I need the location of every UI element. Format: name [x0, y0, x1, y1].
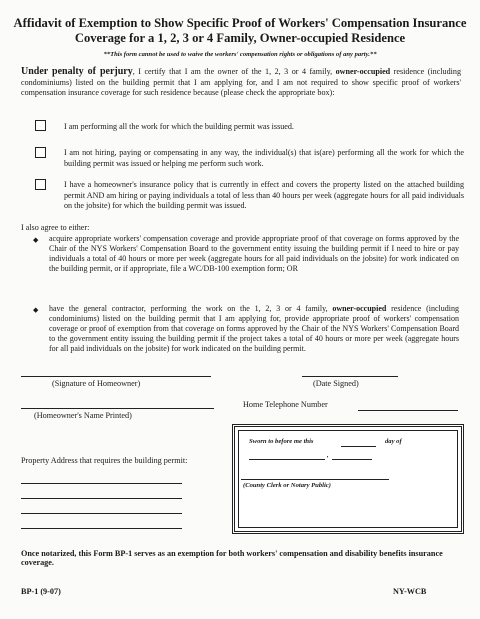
- signature-line[interactable]: [21, 376, 211, 377]
- signature-label: (Signature of Homeowner): [52, 379, 141, 388]
- notary-box: [232, 424, 464, 534]
- footer-note: Once notarized, this Form BP-1 serves as an exemption for both workers' compensation and disability benefits insurance coverage.: [21, 549, 443, 567]
- bullet2-part1: have the general contractor, performing the work on the 1, 2, 3 or 4 family,: [49, 304, 333, 313]
- also-agree-label: I also agree to either:: [21, 223, 90, 232]
- notary-clerk-label: (County Clerk or Notary Public): [243, 482, 331, 489]
- intro-part2: residence (including condominiums) listed on the building permit that I am applying for, and I am not required to show specific proof of workers' compensation insurance coverage for such residence because (please check the appropriate box):: [21, 67, 461, 98]
- address-line-4[interactable]: [21, 528, 182, 529]
- notary-day-of-text: day of: [385, 438, 402, 445]
- intro-part1: , I certify that I am the owner of the 1, 2, 3 or 4 family,: [132, 67, 336, 76]
- date-line[interactable]: [302, 376, 398, 377]
- option-text-3: I have a homeowner's insurance policy that is currently in effect and covers the property listed on the attached building permit AND am hiring or paying individuals a total of less than 40 hours per week (aggregate hours for all paid individuals on the jobsite) for which the building permit was issued.: [64, 180, 464, 211]
- option-checkbox-3[interactable]: [35, 179, 46, 190]
- intro-bold: owner-occupied: [335, 67, 391, 76]
- phone-line[interactable]: [358, 410, 458, 411]
- notary-year-line[interactable]: [332, 459, 372, 460]
- name-line[interactable]: [21, 408, 214, 409]
- option-text-2: I am not hiring, paying or compensating in any way, the individual(s) that is(are) performing all the work for which the building permit was issued or helping me perform such work.: [64, 148, 464, 168]
- intro-paragraph: [21, 67, 461, 99]
- notary-month-line[interactable]: [249, 459, 325, 460]
- address-line-1[interactable]: [21, 483, 182, 484]
- property-address-label: Property Address that requires the building permit:: [21, 456, 188, 465]
- bullet2-part2: residence (including condominiums) listed on the building permit that I am applying for, provide appropriate proof of workers' compensation coverage or proof of exemption from that coverage on forms approved by the Chair of the NYS Workers' Compensation Board to the government entity issuing the building permit if the project takes a total of 40 hours or more per week (aggregate hours for all paid individuals on the jobsite) for work indicated on the building permit.: [49, 304, 459, 353]
- notary-day-line[interactable]: [341, 446, 376, 447]
- bullet-1: acquire appropriate workers' compensation coverage and provide appropriate proof of that coverage on forms approved by the Chair of the NYS Workers' Compensation Board to the government entity issuing the building permit if I need to hire or pay individuals a total of 40 hours or more per week (aggregate hours for all paid individuals on the jobsite) for work indicated on the building permit, or if appropriate, file a WC/DB-100 exemption form; OR: [49, 234, 459, 273]
- bullet2-bold: owner-occupied: [332, 304, 387, 313]
- form-title-line1: Affidavit of Exemption to Show Specific Proof of Workers' Compensation Insurance: [13, 16, 467, 30]
- option-text-1: I am performing all the work for which the building permit was issued.: [64, 122, 294, 131]
- date-label: (Date Signed): [313, 379, 359, 388]
- intro-lead: Under penalty of perjury: [21, 66, 133, 77]
- option-checkbox-2[interactable]: [35, 147, 46, 158]
- option-checkbox-1[interactable]: [35, 120, 46, 131]
- address-line-3[interactable]: [21, 513, 182, 514]
- notary-sworn-text: Sworn to before me this: [249, 438, 314, 445]
- agency-label: NY-WCB: [393, 587, 427, 596]
- form-title-line2: Coverage for a 1, 2, 3 or 4 Family, Owner-occupied Residence: [74, 31, 406, 45]
- bullet-2: [49, 304, 459, 354]
- address-line-2[interactable]: [21, 498, 182, 499]
- form-subtitle: **This form cannot be used to waive the workers' compensation rights or obligations of any party.**: [103, 51, 377, 58]
- form-id: BP-1 (9-07): [21, 587, 61, 596]
- phone-label: Home Telephone Number: [243, 400, 328, 409]
- notary-comma: ,: [327, 452, 329, 459]
- name-label: (Homeowner's Name Printed): [34, 411, 132, 420]
- notary-signature-line[interactable]: [241, 479, 389, 480]
- bullet-diamond-icon: ◆: [33, 236, 39, 244]
- bullet-diamond-icon: ◆: [33, 306, 39, 314]
